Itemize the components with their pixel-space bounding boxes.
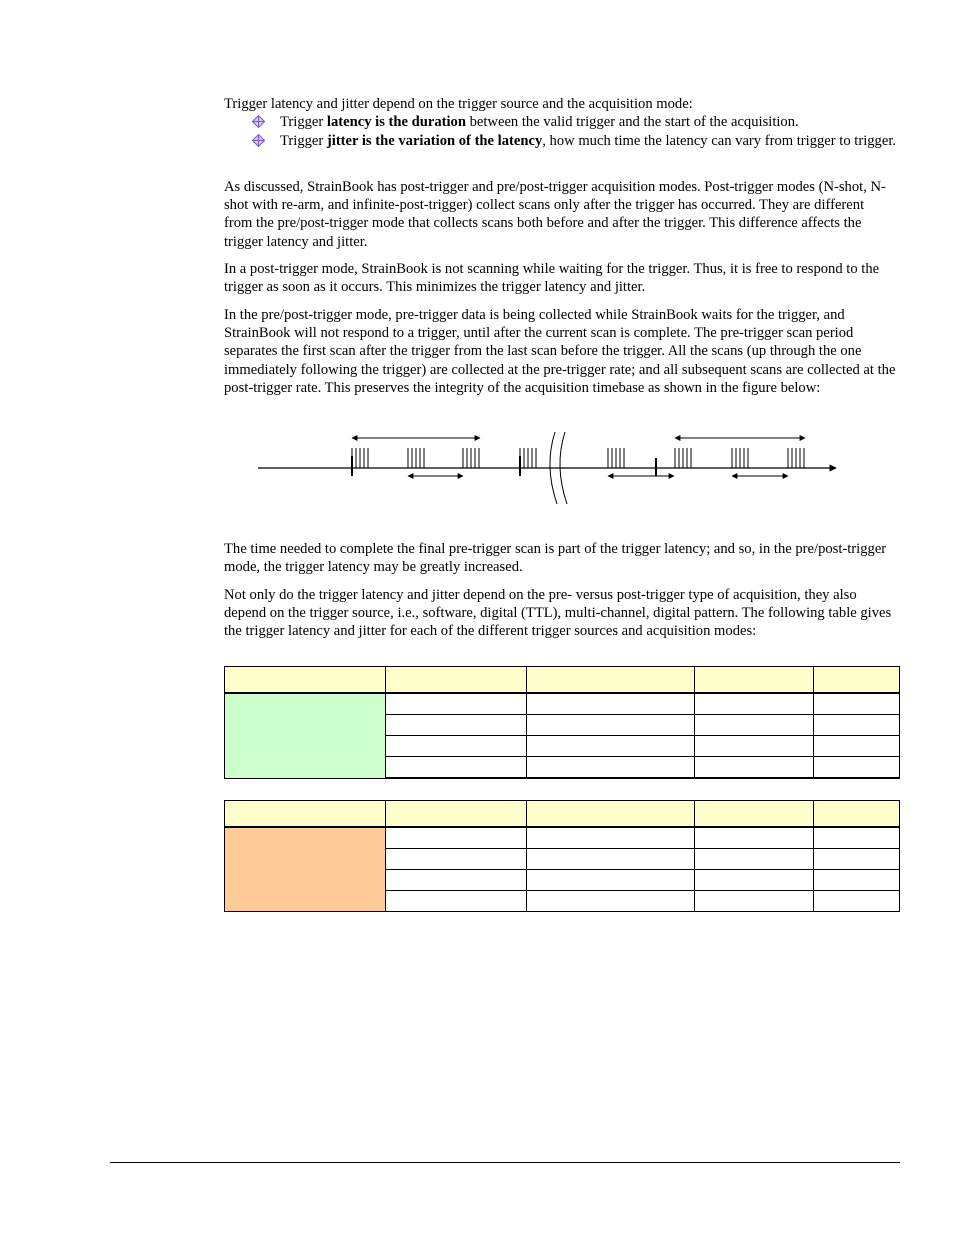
table-row bbox=[225, 827, 900, 849]
intro-text: Trigger latency and jitter depend on the trigger source and the acquisition mode: bbox=[224, 96, 693, 112]
table-header-cell bbox=[527, 801, 695, 828]
table-header-cell bbox=[527, 667, 695, 694]
paragraph-post-trigger: In a post-trigger mode, StrainBook is not scanning while waiting for the trigger. Thus, it is free to respond to the trigger as soon as it occurs. This minimizes the trigger latency and jitter. bbox=[224, 261, 880, 296]
table-header-cell bbox=[814, 667, 900, 694]
table-header-row bbox=[225, 667, 900, 694]
bullet-jitter-text: Trigger jitter is the variation of the latency, how much time the latency can vary from trigger to trigger. bbox=[280, 133, 897, 149]
footer-rule bbox=[110, 1162, 900, 1163]
table-header-row bbox=[225, 801, 900, 828]
trigger-table-pre-post bbox=[224, 800, 900, 912]
scan-pulses bbox=[352, 448, 804, 468]
table-row bbox=[225, 693, 900, 715]
mode-cell-post-trigger bbox=[225, 693, 386, 778]
table-header-cell bbox=[225, 801, 386, 828]
table-header-cell bbox=[814, 801, 900, 828]
paragraph-latency-increase: The time needed to complete the final pre-trigger scan is part of the trigger latency; and so, in the pre/post-trigger mode, the trigger latency may be greatly increased. bbox=[224, 541, 887, 576]
diamond-bullet-icon bbox=[252, 134, 265, 147]
trigger-timing-diagram bbox=[250, 426, 850, 508]
trigger-table-post bbox=[224, 666, 900, 779]
table-header-cell bbox=[225, 667, 386, 694]
trigger-markers bbox=[352, 456, 656, 476]
paragraph-pre-post-trigger: In the pre/post-trigger mode, pre-trigger data is being collected while StrainBook waits for the trigger, and StrainBook will not respond to a trigger, until after the current scan is complete. The pre-trigger scan period separates the first scan after the trigger from the last scan before the trigger. All the scans (up through the one immediately following the trigger) are collected at the pre-trigger rate; and all subsequent scans are collected at the post-trigger rate. This preserves the integrity of the acquisition timebase as shown in the figure below: bbox=[224, 307, 896, 396]
table-header-cell bbox=[386, 667, 527, 694]
table-header-cell bbox=[695, 801, 814, 828]
table-header-cell bbox=[386, 801, 527, 828]
bullet-latency-text: Trigger latency is the duration between the valid trigger and the start of the acquisition. bbox=[280, 114, 799, 130]
mode-cell-pre-post-trigger bbox=[225, 827, 386, 912]
paragraph-modes: As discussed, StrainBook has post-trigger and pre/post-trigger acquisition modes. Post-trigger modes (N-shot, N-shot with re-arm, and infinite-post-trigger) collect scans only after the trigger has occurred. They are different from the pre/post-trigger mode that collects scans both before and after the trigger. This difference affects the trigger latency and jitter. bbox=[224, 179, 886, 250]
diamond-bullet-icon bbox=[252, 115, 265, 128]
paragraph-table-intro: Not only do the trigger latency and jitter depend on the pre- versus post-trigger type of acquisition, they also depend on the trigger source, i.e., software, digital (TTL), multi-channel, digital pattern. The following table gives the trigger latency and jitter for each of the different trigger sources and acquisition modes: bbox=[224, 587, 892, 640]
table-header-cell bbox=[695, 667, 814, 694]
